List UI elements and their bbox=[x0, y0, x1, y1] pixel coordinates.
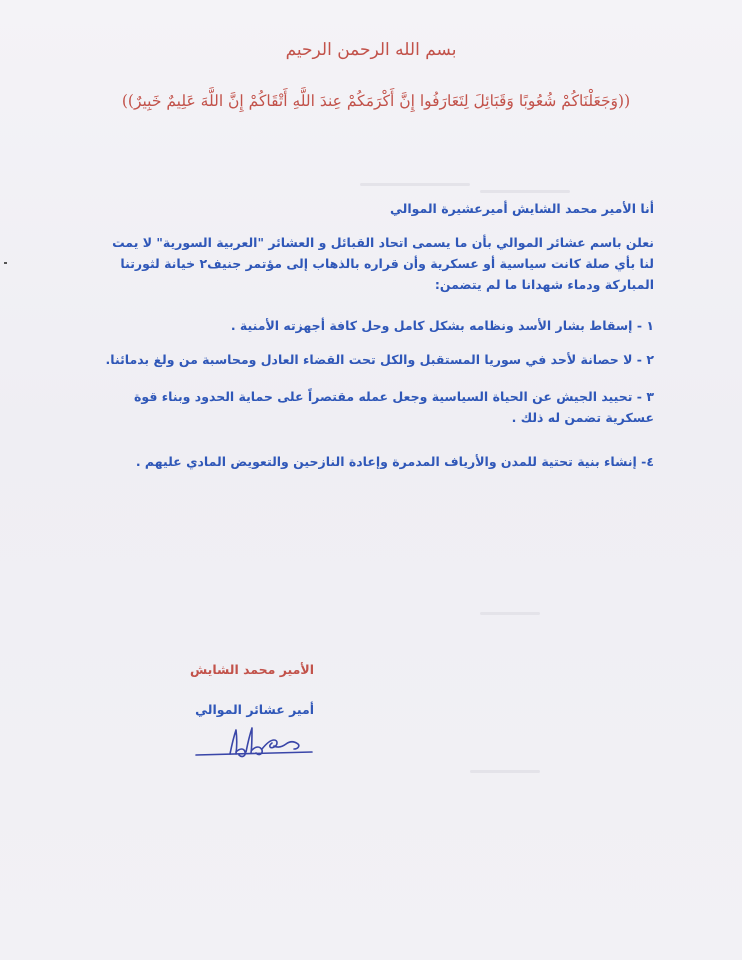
bleed-through-line bbox=[480, 190, 570, 193]
bleed-through-line bbox=[470, 770, 540, 773]
bleed-through-line bbox=[480, 612, 540, 615]
handwritten-signature bbox=[190, 722, 320, 764]
condition-line: ٣ - تحييد الجيش عن الحياة السياسية وجعل عمله مقتصراً على حماية الحدود وبناء قوة bbox=[134, 389, 654, 404]
condition-item-4: ٤- إنشاء بنية تحتية للمدن والأرياف المدمرة وإعادة النازحين والتعويض المادي عليهم . bbox=[135, 454, 654, 469]
condition-line: عسكرية تضمن له ذلك . bbox=[511, 410, 654, 425]
statement-line: نعلن باسم عشائر الموالي بأن ما يسمى اتحاد القبائل و العشائر "العربية السورية" لا يمت bbox=[112, 235, 654, 250]
statement-line: لنا بأي صلة كانت سياسية أو عسكرية وأن قراره بالذهاب إلى مؤتمر جنيف٢ خيانة لثورتنا bbox=[120, 256, 654, 271]
signatory-title: أمير عشائر الموالي bbox=[195, 702, 314, 717]
statement-paragraph bbox=[112, 232, 654, 295]
bleed-through-line bbox=[360, 183, 470, 186]
scan-mark bbox=[4, 262, 7, 264]
quran-verse: ((وَجَعَلْنَاكُمْ شُعُوبًا وَقَبَائِلَ لِتَعَارَفُوا إِنَّ أَكْرَمَكُمْ عِندَ اللَّهِ أَتْقَاكُمْ إِنَّ اللَّهَ عَلِيمٌ خَبِيرٌ)) bbox=[121, 92, 631, 110]
condition-item-3 bbox=[134, 386, 654, 428]
statement-line: المباركة ودماء شهدانا ما لم يتضمن: bbox=[434, 277, 654, 292]
condition-item-1: ١ - إسقاط بشار الأسد ونظامه بشكل كامل وحل كافة أجهزته الأمنية . bbox=[230, 318, 654, 333]
intro-line: أنا الأمير محمد الشايش أميرعشيرة الموالي bbox=[390, 201, 654, 216]
basmala-heading: بسم الله الرحمن الرحيم bbox=[285, 40, 457, 60]
signatory-name: الأمير محمد الشايش bbox=[189, 662, 314, 677]
condition-item-2: ٢ - لا حصانة لأحد في سوريا المستقبل والكل تحت القضاء العادل ومحاسبة من ولغ بدمائنا. bbox=[105, 352, 654, 367]
